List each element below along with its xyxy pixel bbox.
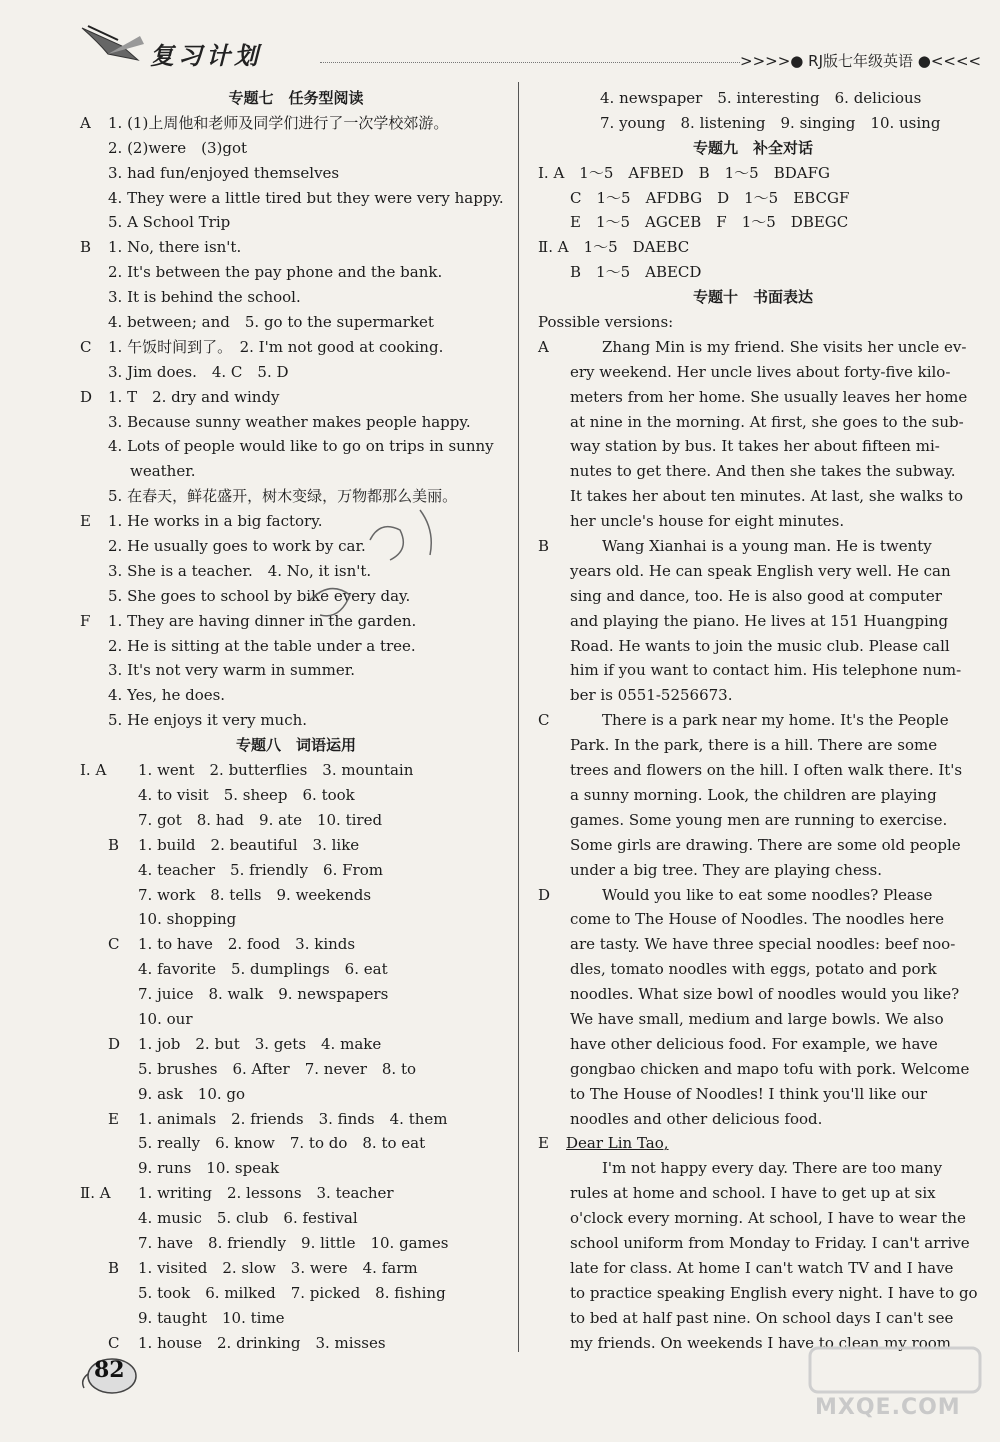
answer-line: 1. animals 2. friends 3. finds 4. them — [138, 1109, 448, 1128]
essay-line: a sunny morning. Look, the children are playing — [570, 785, 937, 804]
answer-line: 1. T 2. dry and windy — [108, 387, 280, 406]
answer-line: 9. ask 10. go — [138, 1084, 246, 1103]
label-c: C — [108, 935, 120, 954]
watermark-text: MXQE.COM — [815, 1395, 961, 1420]
answer-line: 4. teacher 5. friendly 6. From — [138, 860, 383, 879]
section-title-7: 专题七 任务型阅读 — [228, 89, 364, 107]
essay-c — [538, 708, 968, 882]
answer-line: 2. He is sitting at the table under a tree. — [108, 636, 416, 655]
label-c: C — [80, 337, 92, 356]
answer-line: 2. (2)were (3)got — [108, 138, 247, 157]
essay-line: ery weekend. Her uncle lives about forty-five kilo- — [570, 362, 951, 381]
answer-line: 7. juice 8. walk 9. newspapers — [138, 985, 389, 1004]
essay-line: Would you like to eat some noodles? Please — [602, 885, 933, 904]
essay-line: gongbao chicken and mapo tofu with pork. Welcome — [570, 1059, 970, 1078]
label-b: B — [108, 835, 120, 854]
essay-line: her uncle's house for eight minutes. — [570, 512, 845, 531]
answer-line: 9. runs 10. speak — [138, 1159, 280, 1178]
answer-line: 1. house 2. drinking 3. misses — [138, 1333, 386, 1352]
essay-line: Road. He wants to join the music club. Please call — [570, 636, 950, 655]
essay-line: way station by bus. It takes her about fifteen mi- — [570, 437, 940, 456]
answer-line: 1. 午饭时间到了。 2. I'm not good at cooking. — [108, 337, 444, 356]
essay-b — [538, 534, 968, 708]
label-d: D — [80, 387, 93, 406]
label-c: C — [108, 1333, 120, 1352]
watermark-logo-icon — [800, 1340, 990, 1435]
essay-line: late for class. At home I can't watch TV and I have — [570, 1258, 954, 1277]
essay-line: noodles and other delicious food. — [570, 1109, 823, 1128]
essay-line: dles, tomato noodles with eggs, potato and pork — [570, 960, 937, 979]
right-column — [538, 86, 978, 1355]
essay-line: We have small, medium and large bowls. We also — [570, 1009, 944, 1028]
label-d: D — [108, 1034, 121, 1053]
essay-line: come to The House of Noodles. The noodles here — [570, 910, 944, 929]
essay-line: It takes her about ten minutes. At last, she walks to — [570, 487, 964, 506]
answer-line: 7. got 8. had 9. ate 10. tired — [138, 810, 383, 829]
answer-line: 3. Jim does. 4. C 5. D — [108, 362, 289, 381]
answer-line: 1. (1)上周他和老师及同学们进行了一次学校郊游。 — [108, 113, 449, 132]
essay-line: are tasty. We have three special noodles: beef noo- — [570, 935, 956, 954]
page-number: 82 — [94, 1357, 125, 1383]
label-d: D — [538, 885, 551, 904]
answer-line: 5. He enjoys it very much. — [108, 711, 308, 730]
section-title-10: 专题十 书面表达 — [692, 288, 813, 307]
label-b: B — [538, 537, 550, 556]
answer-line: 3. It's not very warm in summer. — [108, 661, 356, 680]
essay-e — [538, 1131, 978, 1355]
answer-line: 1. job 2. but 3. gets 4. make — [138, 1034, 382, 1053]
label-c: C — [538, 711, 550, 730]
essay-line: my friends. On weekends I have to clean my room — [570, 1333, 951, 1352]
answer-line: 7. work 8. tells 9. weekends — [138, 885, 372, 904]
answer-line: B 1～5 ABECD — [570, 263, 702, 282]
section-title-8: 专题八 词语运用 — [235, 736, 356, 755]
essay-line: Some girls are drawing. There are some old people — [570, 835, 961, 854]
label-part-2a: Ⅱ. A — [80, 1184, 111, 1203]
answer-line: 1. build 2. beautiful 3. like — [138, 835, 360, 854]
essay-line: rules at home and school. I have to get up at six — [570, 1184, 936, 1203]
header-rule — [320, 62, 740, 63]
essay-line: Park. In the park, there is a hill. There are some — [570, 736, 938, 755]
answer-line: 4. to visit 5. sheep 6. took — [138, 785, 355, 804]
label-b: B — [108, 1258, 120, 1277]
essay-d — [538, 883, 968, 1132]
answer-line: 10. our — [138, 1009, 193, 1028]
essay-line: sing and dance, too. He is also good at computer — [570, 586, 942, 605]
answer-line: 4. between; and 5. go to the supermarket — [108, 313, 434, 332]
label-e: E — [80, 512, 91, 531]
answer-line: weather. — [130, 462, 196, 481]
column-divider — [518, 82, 519, 1352]
section-title-9: 专题九 补全对话 — [692, 138, 813, 157]
essay-line: nutes to get there. And then she takes the subway. — [570, 462, 956, 481]
label-a: A — [80, 113, 91, 132]
answer-line: C 1～5 AFDBG D 1～5 EBCGF — [570, 188, 850, 207]
label-b: B — [80, 238, 92, 257]
label-part-1a: Ⅰ. A — [80, 761, 107, 780]
answer-line: 4. Yes, he does. — [108, 686, 226, 705]
answer-line: 4. They were a little tired but they were very happy. — [108, 188, 504, 207]
answer-line: 1. writing 2. lessons 3. teacher — [138, 1184, 394, 1203]
essay-line: meters from her home. She usually leaves her home — [570, 387, 968, 406]
answer-line: 9. taught 10. time — [138, 1308, 285, 1327]
label-f: F — [80, 611, 91, 630]
answer-line: 7. have 8. friendly 9. little 10. games — [138, 1233, 449, 1252]
answer-line: 1. went 2. butterflies 3. mountain — [138, 761, 414, 780]
answer-line: E 1～5 AGCEB F 1～5 DBEGC — [570, 213, 849, 232]
answer-line: 1. They are having dinner in the garden. — [108, 611, 417, 630]
answer-line: 1. visited 2. slow 3. were 4. farm — [138, 1258, 418, 1277]
essay-line: years old. He can speak English very well. He can — [570, 561, 951, 580]
essay-line: o'clock every morning. At school, I have to wear the — [570, 1209, 966, 1228]
essay-line: ber is 0551-5256673. — [570, 686, 733, 705]
label-a: A — [538, 337, 549, 356]
essay-line: to The House of Noodles! I think you'll like our — [570, 1084, 928, 1103]
answer-line: 2. It's between the pay phone and the bank. — [108, 263, 443, 282]
answer-line: Ⅱ. A 1～5 DAEBC — [538, 238, 690, 257]
answer-line: 5. brushes 6. After 7. never 8. to — [138, 1059, 416, 1078]
answer-line: 4. music 5. club 6. festival — [138, 1209, 358, 1228]
answer-line: 7. young 8. listening 9. singing 10. using — [600, 113, 941, 132]
essay-a — [538, 335, 968, 534]
answer-line: 1. No, there isn't. — [108, 238, 242, 257]
essay-line: at nine in the morning. At first, she goes to the sub- — [570, 412, 964, 431]
essay-line: There is a park near my home. It's the People — [602, 711, 949, 730]
answer-line: 1. to have 2. food 3. kinds — [138, 935, 356, 954]
essay-line: school uniform from Monday to Friday. I can't arrive — [570, 1233, 970, 1252]
answer-line: 4. newspaper 5. interesting 6. delicious — [600, 89, 922, 107]
page-header — [0, 0, 1000, 75]
answer-line: 10. shopping — [138, 910, 237, 929]
essay-line: games. Some young men are running to exercise. — [570, 810, 948, 829]
answer-line: Ⅰ. A 1～5 AFBED B 1～5 BDAFG — [538, 163, 831, 182]
answer-line: 4. favorite 5. dumplings 6. eat — [138, 960, 388, 979]
answer-line: 2. He usually goes to work by car. — [108, 537, 366, 556]
letter-greeting: Dear Lin Tao, — [566, 1134, 669, 1153]
answer-line: 5. A School Trip — [108, 213, 231, 232]
answer-line: 3. It is behind the school. — [108, 288, 301, 307]
answer-line: 5. really 6. know 7. to do 8. to eat — [138, 1134, 426, 1153]
essay-line: I'm not happy every day. There are too many — [602, 1159, 943, 1178]
answer-line: 3. She is a teacher. 4. No, it isn't. — [108, 561, 372, 580]
label-e: E — [108, 1109, 119, 1128]
essay-line: to bed at half past nine. On school days I can't see — [570, 1308, 954, 1327]
answer-line: 5. She goes to school by bike every day. — [108, 586, 411, 605]
answer-line: 4. Lots of people would like to go on trips in sunny — [108, 437, 494, 456]
answer-line: 5. took 6. milked 7. picked 8. fishing — [138, 1283, 446, 1302]
essay-line: Zhang Min is my friend. She visits her uncle ev- — [602, 337, 967, 356]
essay-line: and playing the piano. He lives at 151 Huangping — [570, 611, 949, 630]
left-column — [80, 86, 512, 1355]
essay-line: to practice speaking English every night. I have to go — [570, 1283, 978, 1302]
essay-line: him if you want to contact him. His telephone num- — [570, 661, 962, 680]
essay-line: trees and flowers on the hill. I often walk there. It's — [570, 761, 963, 780]
answer-line: 3. Because sunny weather makes people happy. — [108, 412, 471, 431]
handwritten-scribble — [270, 500, 460, 640]
essay-line: noodles. What size bowl of noodles would you like? — [570, 985, 960, 1004]
answer-line: 1. He works in a big factory. — [108, 512, 323, 531]
essay-line: under a big tree. They are playing chess. — [570, 860, 882, 879]
label-e: E — [538, 1134, 549, 1153]
essay-line: have other delicious food. For example, we have — [570, 1034, 938, 1053]
answer-line: 5. 在春天，鲜花盛开，树木变绿，万物都那么美丽。 — [108, 487, 458, 506]
essay-line: Wang Xianhai is a young man. He is twenty — [602, 537, 932, 556]
answer-line: 3. had fun/enjoyed themselves — [108, 163, 340, 182]
book-series-title: 复习计划 — [150, 42, 262, 70]
header-subject-label: >>>>● RJ版七年级英语 ●<<<< — [740, 52, 982, 70]
possible-versions-label: Possible versions: — [538, 313, 674, 332]
